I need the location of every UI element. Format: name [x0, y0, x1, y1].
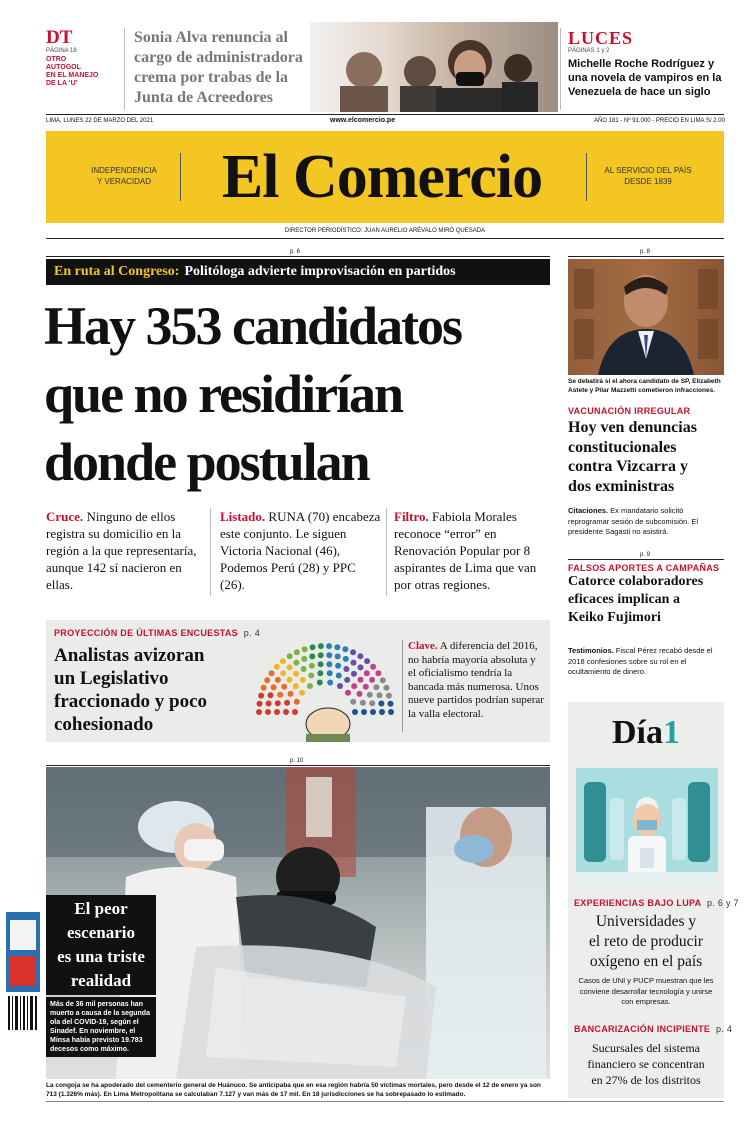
seat-dot [301, 666, 307, 672]
seat-dot [364, 658, 370, 664]
seat-dot [318, 652, 324, 658]
seat-dot [373, 684, 379, 690]
seat-dot [268, 692, 274, 698]
seat-dot [307, 683, 313, 689]
seat-dot [266, 701, 272, 707]
seat-dot [317, 680, 323, 686]
dia1-headline-1: Universidades y [595, 913, 697, 930]
dia1-page-ref: p. 6 y 7 [706, 898, 739, 908]
seat-dot [343, 656, 349, 662]
dateline-website[interactable]: www.elcomercio.pe [330, 117, 396, 124]
dt-teaser[interactable] [46, 28, 126, 108]
seat-dot [265, 709, 271, 715]
seat-dot [280, 658, 286, 664]
luces-text-2: una novela de vampiros en la [568, 72, 722, 84]
seat-dot [261, 685, 267, 691]
vizcarra-body [568, 506, 724, 538]
clave-lead: Clave. [408, 640, 438, 652]
luces-teaser[interactable] [568, 28, 728, 99]
seat-dot [335, 653, 341, 659]
seat-dot [326, 661, 332, 667]
column-3-lead: Filtro. [394, 509, 429, 524]
vizcarra-kicker: VACUNACIÓN IRREGULAR [568, 406, 691, 416]
parliament-illustration [250, 638, 400, 742]
seat-dot [370, 709, 376, 715]
column-3-text: Fabiola Morales reconoce “error” en Renovación Popular por 8 aspirantes de Lima que van por otras regiones. [394, 509, 537, 592]
dia1-logo [568, 712, 724, 754]
seat-dot [378, 701, 384, 707]
seat-dot [302, 646, 308, 652]
seat-dot [281, 684, 287, 690]
photo-headline-4: realidad [70, 971, 132, 990]
seat-dot [288, 691, 294, 697]
vizcarra-photo-caption: Se debatirá si el ahora candidato de SP, Elizabeth Astete y Pilar Mazzetti cometieron infracciones. [568, 378, 721, 394]
vizcarra-headline-2: constitucionales [568, 438, 677, 456]
seat-dot [309, 653, 315, 659]
poll-page-ref: p. 4 [243, 628, 261, 638]
dia1-kicker: EXPERIENCIAS BAJO LUPA [574, 898, 702, 908]
dt-title: DT [46, 27, 73, 48]
seat-dot [351, 671, 357, 677]
seat-dot [271, 684, 277, 690]
seat-dot [335, 663, 341, 669]
seat-dot [386, 693, 392, 699]
main-column-3 [394, 508, 552, 593]
seat-dot [301, 656, 307, 662]
teaser-line-1: Sonia Alva renuncia al [134, 29, 288, 46]
fujimori-headline-3: Keiko Fujimori [568, 610, 661, 625]
poll-headline-3: fraccionado y poco [54, 691, 208, 712]
poll-headline-4: cohesionado [54, 714, 154, 735]
director-line: DIRECTOR PERIODÍSTICO: JUAN AURELIO ARÉVALO MIRÓ QUESADA [284, 228, 486, 234]
photo-caption: La congoja se ha apoderado del cementerio general de Huánuco. Se anticipaba que en esa región habría 50 víctimas mortales, pero desde el 12 de enero ya son 713 (1.326% más). En Lima Metropolitana se calculaban 7.127 y van más de 17 mil. En 18 jurisdicciones se ha sobrepasado lo estimado. [46, 1082, 541, 1098]
masthead-logo[interactable]: El Comercio [221, 143, 543, 211]
seat-dot [383, 685, 389, 691]
seat-dot [379, 709, 385, 715]
luces-text-1: Michelle Roche Rodríguez y [568, 58, 715, 70]
dia1-logo-number: 1 [663, 714, 680, 751]
clave-text: A diferencia del 2016, no habría mayoría absoluta y el oficialismo tendría la bancada más numerosa. Unos nueve partidos podrían superar la valla electoral. [408, 640, 544, 720]
column-1-lead: Cruce. [46, 509, 84, 524]
poll-panel[interactable] [46, 620, 550, 742]
seat-dot [357, 691, 363, 697]
luces-text-3: Venezuela de hace un siglo [568, 86, 711, 98]
seat-dot [318, 643, 324, 649]
seat-dot [280, 670, 286, 676]
seat-dot [256, 709, 262, 715]
photo-headline-box[interactable] [46, 895, 156, 995]
seat-dot [257, 701, 263, 707]
vizcarra-headline-1: Hoy ven denuncias [568, 419, 697, 436]
dia1-kicker-2: BANCARIZACIÓN INCIPIENTE [574, 1024, 711, 1034]
seat-dot [294, 649, 300, 655]
seat-dot [274, 664, 280, 670]
barcode [6, 912, 40, 1032]
sonia-alva-photo [310, 22, 558, 112]
dia1-headline-b-3: en 27% de los distritos [591, 1073, 701, 1087]
seat-dot [269, 670, 275, 676]
seat-dot [345, 690, 351, 696]
seat-dot [342, 646, 348, 652]
seat-dot [336, 673, 342, 679]
seat-dot [293, 671, 299, 677]
seat-dot [351, 683, 357, 689]
main-page-ref: p. 6 [290, 249, 301, 255]
vizcarra-headline[interactable] [568, 418, 726, 496]
seat-dot [363, 684, 369, 690]
main-headline-line-2: que no residirían [44, 364, 403, 424]
oxygen-illustration [576, 768, 718, 890]
seat-dot [308, 673, 314, 679]
seat-dot [294, 660, 300, 666]
seat-dot [274, 709, 280, 715]
poll-kicker: PROYECCIÓN DE ÚLTIMAS ENCUESTAS [54, 628, 238, 638]
fujimori-kicker: FALSOS APORTES A CAMPAÑAS [568, 563, 720, 573]
dt-text-3: EN EL MANEJO [46, 72, 99, 79]
banner-text: Politóloga advierte improvisación en partidos [184, 264, 456, 279]
banner-kicker: En ruta al Congreso: [54, 264, 180, 279]
main-banner[interactable] [46, 259, 550, 285]
seat-dot [327, 680, 333, 686]
seat-dot [284, 700, 290, 706]
dt-text-2: AUTOGOL [46, 64, 81, 71]
dia1-section[interactable] [568, 702, 739, 1098]
fujimori-body [568, 646, 724, 678]
seat-dot [275, 700, 281, 706]
seat-dot [327, 670, 333, 676]
seat-dot [343, 666, 349, 672]
fujimori-page-ref: p. 9 [640, 552, 651, 558]
seat-dot [317, 670, 323, 676]
seat-dot [300, 677, 306, 683]
column-2-text: RUNA (70) encabeza este conjunto. Le siguen Victoria Nacional (46), Podemos Perú (28) y PPC (26). [220, 509, 381, 592]
dia1-headline-3: oxígeno en el país [589, 953, 703, 970]
poll-headline-1: Analistas avizoran [54, 645, 205, 666]
seat-dot [367, 692, 373, 698]
photo-headline-1: El peor [74, 899, 128, 918]
vizcarra-body-lead: Citaciones. [568, 506, 609, 515]
seat-dot [264, 677, 270, 683]
masthead-left-motto-1: INDEPENDENCIA [91, 166, 157, 175]
column-2-lead: Listado. [220, 509, 266, 524]
seat-dot [375, 670, 381, 676]
seat-dot [287, 664, 293, 670]
luces-title: LUCES [568, 28, 634, 48]
fujimori-body-text: Fiscal Pérez recabó desde el 2018 confesiones sobre su rol en el ocultamiento de dinero. [568, 646, 713, 676]
photo-story-text: Más de 36 mil personas han muerto a causa de la segunda ola del COVID-19, según el Sinadef. En noviembre, el Minsa había previsto 19.783 decesos como máximo. [46, 997, 156, 1057]
vizcarra-headline-4: dos exministras [568, 477, 675, 495]
dateline-right: AÑO 181 - Nº 91.000 - PRECIO EN LIMA S/ 2.00 [594, 118, 725, 124]
seat-dot [334, 644, 340, 650]
seat-dot [380, 677, 386, 683]
seat-dot [352, 709, 358, 715]
seat-dot [258, 693, 264, 699]
main-column-2 [220, 508, 382, 593]
vizcarra-photo[interactable] [568, 259, 724, 375]
seat-dot [287, 653, 293, 659]
sonia-alva-teaser[interactable] [134, 28, 334, 108]
dia1-body: Casos de UNI y PUCP muestran que les conviene desarrollar tecnología y unirse con empresas. [578, 976, 714, 1006]
seat-dot [370, 664, 376, 670]
seat-dot [344, 677, 350, 683]
seat-dot [337, 683, 343, 689]
poll-headline-2: un Legislativo [54, 668, 169, 689]
seat-dot [310, 644, 316, 650]
masthead-left-motto-2: Y VERACIDAD [96, 177, 152, 186]
seat-dot [299, 690, 305, 696]
teaser-line-4: Junta de Acreedores [134, 89, 273, 106]
seat-dot [275, 677, 281, 683]
seat-dot [357, 653, 363, 659]
seat-dot [358, 677, 364, 683]
dt-text-4: DE LA ‘U’ [46, 80, 78, 87]
dt-page: PÁGINA 18 [46, 48, 77, 54]
seat-dot [287, 677, 293, 683]
seat-dot [292, 709, 298, 715]
masthead [46, 131, 724, 223]
seat-dot [377, 692, 383, 698]
seat-dot [369, 700, 375, 706]
dia1-headline-2: el reto de producir [588, 933, 704, 950]
seat-dot [283, 709, 289, 715]
luces-pages: PÁGINAS 1 y 2 [568, 48, 610, 54]
dt-text-1: OTRO [46, 56, 67, 63]
seat-dot [388, 701, 394, 707]
seat-dot [369, 677, 375, 683]
dia1-headline[interactable] [568, 912, 724, 972]
dia1-headline-b-2: financiero se concentran [587, 1057, 705, 1071]
main-headline[interactable] [44, 292, 554, 496]
seat-dot [351, 660, 357, 666]
column-1-text: Ninguno de ellos registra su domicilio en la región a la que representaría, aunque 142 sí nacieron en ellas. [46, 509, 197, 592]
fujimori-headline[interactable] [568, 573, 726, 627]
main-headline-line-3: donde postulan [44, 432, 369, 492]
masthead-right-motto-1: AL SERVICIO DEL PAÍS [604, 166, 692, 175]
photo-headline-3: es una triste [57, 947, 145, 966]
seat-dot [388, 709, 394, 715]
poll-headline [54, 644, 254, 736]
teaser-line-2: cargo de administradora [134, 49, 303, 66]
dia1-headline-b[interactable] [568, 1040, 724, 1088]
dia1-page-ref-2: p. 4 [716, 1024, 733, 1034]
main-column-1 [46, 508, 206, 593]
seat-dot [350, 649, 356, 655]
poll-clave [408, 640, 546, 721]
figure-body [306, 734, 350, 742]
fujimori-headline-1: Catorce colaboradores [568, 574, 704, 589]
seat-dot [318, 661, 324, 667]
dia1-headline-b-1: Sucursales del sistema [592, 1041, 700, 1055]
masthead-right-motto-2: DESDE 1839 [624, 177, 672, 186]
teaser-line-3: crema por trabas de la [134, 69, 289, 86]
vizcarra-headline-3: contra Vizcarra y [568, 458, 688, 475]
seat-dot [309, 663, 315, 669]
photo-headline-2: escenario [67, 923, 135, 942]
dia1-logo-text: Día [612, 714, 663, 751]
vizcarra-body-text: Ex mandatario solicitó reprogramar sesión de subcomisión. El presidente Sagasti no asistirá. [568, 506, 699, 536]
vizcarra-page-ref: p. 8 [640, 249, 651, 255]
dateline-left: LIMA, LUNES 22 DE MARZO DEL 2021 [46, 118, 154, 124]
seat-dot [364, 670, 370, 676]
main-headline-line-1: Hay 353 candidatos [44, 296, 462, 356]
seat-dot [350, 699, 356, 705]
seat-dot [293, 683, 299, 689]
seat-dot [358, 664, 364, 670]
seat-dot [277, 692, 283, 698]
seat-dot [326, 652, 332, 658]
fujimori-body-lead: Testimonios. [568, 646, 614, 655]
fujimori-headline-2: eficaces implican a [568, 592, 680, 607]
seat-dot [326, 643, 332, 649]
seat-dot [360, 700, 366, 706]
seat-dot [361, 709, 367, 715]
seat-dot [294, 699, 300, 705]
photo-page-ref: p. 10 [290, 758, 304, 764]
